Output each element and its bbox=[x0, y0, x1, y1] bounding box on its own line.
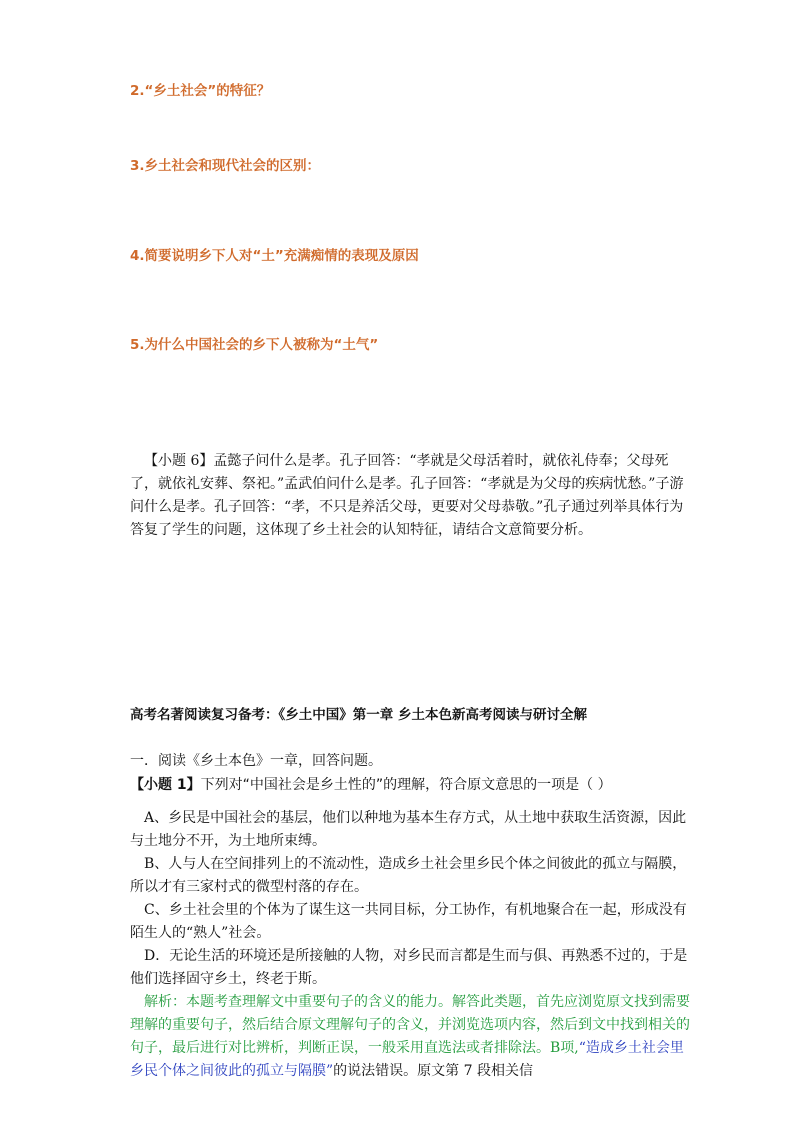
question-2: 2.“乡土社会”的特征？ bbox=[130, 83, 271, 99]
question-6 bbox=[130, 450, 696, 542]
question-6-text: 孟懿子问什么是孝。孔子回答：“孝就是父母活着时，就依礼侍奉；父母死了，就依礼安葬、祭祀。”孟武伯问什么是孝。孔子回答：“孝就是为父母的疾病忧愁。”子游问什么是孝。孔子回答：“孝，不只是养活父母，更要对父母恭敬。”孔子通过列举具体行为答复了学生的问题，这体现了乡土社会的认知特征，请结合文意简要分析。 bbox=[130, 453, 684, 538]
option-c: C、乡土社会里的个体为了谋生这一共同目标，分工协作，有机地聚合在一起，形成没有陌生人的“熟人”社会。 bbox=[130, 902, 687, 941]
question-1-label: 【小题 1】 bbox=[130, 777, 201, 793]
analysis-quote: “造成乡土社会里乡民个体之间彼此的孤立与隔膜” bbox=[130, 1040, 684, 1079]
option-d: D．无论生活的环境还是所接触的人物，对乡民而言都是生而与俱、再熟悉不过的，于是他们选择固守乡土，终老于斯。 bbox=[130, 948, 688, 987]
question-5: 5.为什么中国社会的乡下人被称为“土气” bbox=[130, 337, 379, 353]
analysis-tail: 的说法错误。原文第 7 段相关信 bbox=[333, 1063, 533, 1079]
analysis-text: 解析：本题考查理解文中重要句子的含义的能力。解答此类题，首先应浏览原文找到需要理解的重要句子，然后结合原文理解句子的含义，并浏览选项内容，然后到文中找到相关的句子，最后进行对比辨析，判断正误，一般采用直选法或者排除法。B项, bbox=[130, 994, 690, 1056]
question-3: 3.乡土社会和现代社会的区别： bbox=[130, 158, 321, 174]
analysis bbox=[130, 991, 696, 1083]
part-one-heading: 一．阅读《乡土本色》一章，回答问题。 bbox=[130, 753, 382, 769]
question-1-text: 下列对“中国社会是乡土性的”的理解，符合原文意思的一项是（ ） bbox=[200, 777, 612, 793]
section-title: 高考名著阅读复习备考：《乡土中国》第一章 乡土本色新高考阅读与研讨全解 bbox=[130, 707, 587, 723]
question-6-label: 【小题 6】 bbox=[144, 453, 214, 469]
question-4: 4.简要说明乡下人对“土”充满痴情的表现及原因 bbox=[130, 248, 419, 264]
question-1 bbox=[130, 774, 612, 794]
option-b: B、人与人在空间排列上的不流动性，造成乡土社会里乡民个体之间彼此的孤立与隔膜，所以才有三家村式的微型村落的存在。 bbox=[130, 856, 687, 895]
option-a: A、乡民是中国社会的基层，他们以种地为基本生存方式，从土地中获取生活资源，因此与土地分不开，为土地所束缚。 bbox=[130, 810, 687, 849]
